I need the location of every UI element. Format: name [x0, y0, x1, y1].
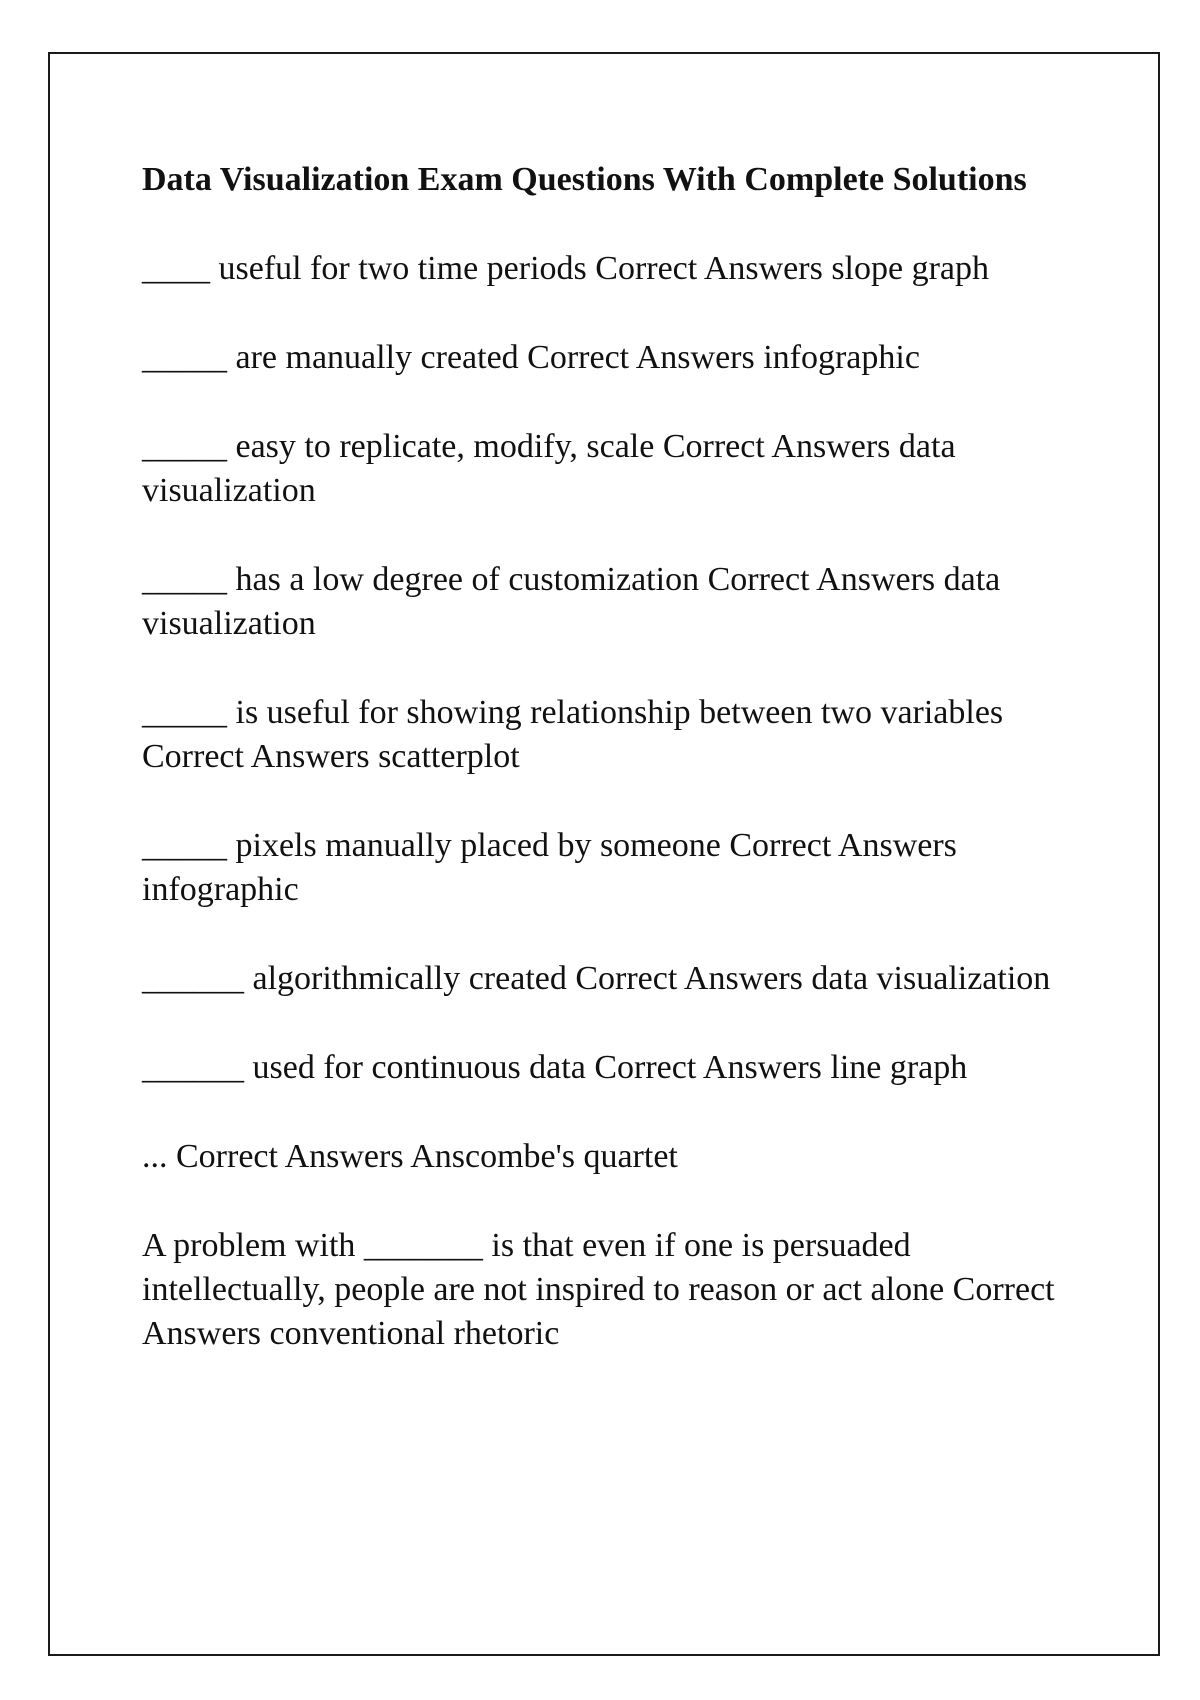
- answer-label: Correct Answers: [142, 1271, 1062, 1352]
- qa-item: [142, 336, 1072, 380]
- answer-label: Correct Answers: [142, 738, 370, 775]
- answer-text: data visualization: [811, 960, 1051, 997]
- answer-label: Correct Answers: [594, 1049, 822, 1086]
- question-text: ______ algorithmically created: [142, 960, 567, 997]
- answer-label: Correct Answers: [575, 960, 803, 997]
- answer-label: Correct Answers: [662, 428, 891, 465]
- answer-label: Correct Answers: [729, 827, 957, 864]
- answer-text: data visualization: [142, 561, 1009, 642]
- answer-text: conventional rhetoric: [269, 1315, 560, 1352]
- qa-item: [142, 558, 1072, 646]
- answer-label: Correct Answers: [707, 561, 936, 598]
- qa-item: [142, 425, 1072, 513]
- qa-item: [142, 957, 1072, 1001]
- question-text: ...: [142, 1138, 168, 1175]
- question-text: _____ easy to replicate, modify, scale: [142, 428, 655, 465]
- qa-list: [142, 247, 1072, 1356]
- answer-label: Correct Answers: [176, 1138, 404, 1175]
- question-text: A problem with _______ is that even if one is persuaded intellectually, people are not inspired to reason or act alone: [142, 1227, 945, 1308]
- answer-text: Anscombe's quartet: [410, 1138, 678, 1175]
- document-title: Data Visualization Exam Questions With Complete Solutions: [142, 161, 1027, 198]
- document-body: [142, 158, 1072, 1401]
- answer-text: infographic: [142, 871, 299, 908]
- question-text: ____ useful for two time periods: [142, 250, 587, 287]
- answer-text: line graph: [830, 1049, 968, 1086]
- qa-item: [142, 247, 1072, 291]
- question-text: ______ used for continuous data: [142, 1049, 586, 1086]
- answer-text: slope graph: [831, 250, 990, 287]
- qa-item: [142, 1046, 1072, 1090]
- qa-item: [142, 824, 1072, 912]
- question-text: _____ is useful for showing relationship between two variables: [142, 694, 1004, 731]
- qa-item: [142, 1224, 1072, 1356]
- question-text: _____ pixels manually placed by someone: [142, 827, 721, 864]
- answer-label: Correct Answers: [595, 250, 823, 287]
- answer-label: Correct Answers: [527, 339, 755, 376]
- answer-text: scatterplot: [378, 738, 520, 775]
- question-text: _____ has a low degree of customization: [142, 561, 700, 598]
- qa-item: [142, 1135, 1072, 1179]
- answer-text: infographic: [763, 339, 920, 376]
- question-text: _____ are manually created: [142, 339, 519, 376]
- answer-text: data visualization: [142, 428, 965, 509]
- qa-item: [142, 691, 1072, 779]
